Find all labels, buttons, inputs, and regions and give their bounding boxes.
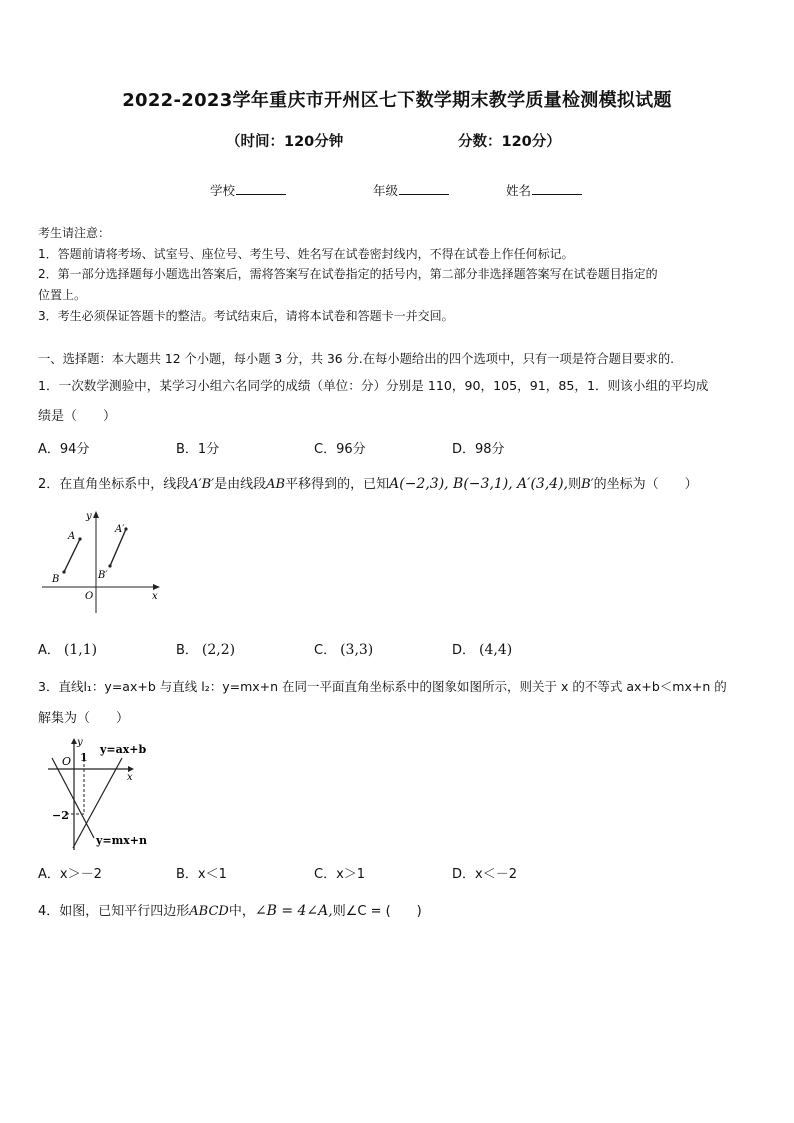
exam-score: 分数：120分） — [458, 134, 561, 150]
school-blank — [236, 181, 286, 195]
q2-option-c — [314, 639, 373, 658]
q2-prefix: 2．在直角坐标系中，线段 — [38, 477, 190, 492]
q2-points: A(−2,3), B(−3,1), A′(3,4), — [389, 476, 569, 492]
q1-option-d: D．98分 — [452, 442, 505, 457]
q3-option-c: C．x＞1 — [314, 867, 366, 882]
q2-mid2: 平移得到的，已知 — [285, 477, 390, 492]
name-blank — [532, 181, 582, 195]
q3-origin-label: O — [62, 755, 72, 768]
q2-x-label: x — [152, 591, 158, 602]
q4-prefix: 4．如图，已知平行四边形 — [38, 904, 190, 919]
q3-option-d: D．x＜－2 — [452, 867, 517, 882]
q2-option-d — [452, 639, 512, 658]
q2-x-arrow-icon — [153, 584, 160, 590]
q2-option-a-value: (1,1) — [63, 642, 98, 658]
q4-expr: ∠B = 4∠A, — [254, 903, 333, 919]
q3-x-label: x — [127, 772, 133, 783]
page-title: 2022-2023学年重庆市开州区七下数学期末教学质量检测模拟试题 — [122, 90, 672, 111]
q2-bprime: B′ — [581, 477, 594, 492]
q3-l1-label: y=ax+b — [100, 743, 147, 756]
q2-mid3: 则 — [568, 477, 582, 492]
q2-point-a — [78, 537, 81, 540]
q2-label-a: A — [68, 531, 76, 542]
notice-heading: 考生请注意： — [38, 226, 111, 240]
section-heading: 一、选择题：本大题共 12 个小题，每小题 3 分，共 36 分.在每小题给出的四个选项中，只有一项是符合题目要求的. — [38, 352, 675, 366]
q2-option-c-label: C． — [314, 643, 337, 658]
q2-suffix: 的坐标为（ ） — [593, 477, 698, 492]
q1-option-c: C．96分 — [314, 442, 366, 457]
q2-seg-a2b2: A′B′ — [189, 477, 215, 492]
q3-y-label: y — [77, 737, 83, 748]
grade-blank — [399, 181, 449, 195]
q2-point-b2 — [108, 564, 111, 567]
q2-option-c-value: (3,3) — [340, 642, 374, 658]
q4-suffix: 则∠C = ( ) — [332, 904, 422, 919]
notice-item-2-cont: 位置上。 — [38, 288, 87, 302]
q2-mid1: 是由线段 — [214, 477, 267, 492]
q2-option-b-label: B． — [176, 643, 198, 658]
notice-item-1: 1．答题前请将考场、试室号、座位号、考生号、姓名写在试卷密封线内，不得在试卷上作任何标记。 — [38, 247, 574, 261]
q2-option-d-value: (4,4) — [479, 642, 513, 658]
q3-option-a: A．x＞－2 — [38, 867, 102, 882]
q1-text-line2: 绩是（ ） — [38, 409, 117, 424]
q2-label-b: B — [52, 574, 60, 585]
notice-item-3: 3．考生必须保证答题卡的整洁。考试结束后，请将本试卷和答题卡一并交回。 — [38, 309, 454, 323]
q2-label-a2: A′ — [115, 524, 125, 535]
grade-label: 年级 — [373, 183, 399, 198]
name-label: 姓名 — [506, 183, 532, 198]
notice-item-2: 2．第一部分选择题每小题选出答案后，需将答案写在试卷指定的括号内，第二部分非选择题答案写在试卷题目指定的 — [38, 267, 658, 281]
grade-field — [373, 181, 449, 199]
q2-label-b2: B′ — [98, 570, 108, 581]
q2-option-b-value: (2,2) — [201, 642, 236, 658]
q2-point-a2 — [124, 527, 127, 530]
q4-mid: 中， — [228, 904, 255, 919]
school-field — [210, 181, 286, 199]
q1-text-line1: 1．一次数学测验中，某学习小组六名同学的成绩（单位：分）分别是 110，90，105，91，85，1．则该小组的平均成 — [38, 378, 709, 393]
q2-figure — [36, 505, 166, 615]
q3-text-line2: 解集为（ ） — [38, 711, 130, 726]
q3-l2-label: y=mx+n — [96, 834, 148, 847]
q3-option-b: B．x＜1 — [176, 867, 227, 882]
q1-option-a: A．94分 — [38, 442, 90, 457]
q3-neg2-label: −2 — [52, 809, 69, 822]
q4-stem — [38, 900, 422, 919]
q2-origin-label: O — [85, 591, 94, 602]
q2-seg-ab: AB — [266, 477, 286, 492]
q2-y-label: y — [86, 511, 92, 522]
q2-option-a — [38, 639, 97, 658]
q3-one-label: 1 — [80, 751, 88, 764]
q3-text-line1: 3．直线l₁：y=ax+b 与直线 l₂：y=mx+n 在同一平面直角坐标系中的图象如图所示，则关于 x 的不等式 ax+b＜mx+n 的 — [38, 679, 727, 694]
name-field — [506, 181, 582, 199]
q2-y-arrow-icon — [93, 511, 99, 518]
school-label: 学校 — [210, 183, 236, 198]
exam-time: （时间：120分钟 — [226, 134, 344, 150]
q3-figure — [44, 734, 160, 852]
q2-option-a-label: A． — [38, 643, 60, 658]
q2-option-d-label: D． — [452, 643, 476, 658]
q3-line-l2 — [52, 758, 94, 838]
q1-option-b: B．1分 — [176, 442, 220, 457]
q2-stem — [38, 473, 698, 492]
q2-option-b — [176, 639, 235, 658]
q2-point-b — [62, 570, 65, 573]
q4-abcd: ABCD — [189, 904, 229, 919]
q2-segment-ab — [64, 539, 80, 572]
